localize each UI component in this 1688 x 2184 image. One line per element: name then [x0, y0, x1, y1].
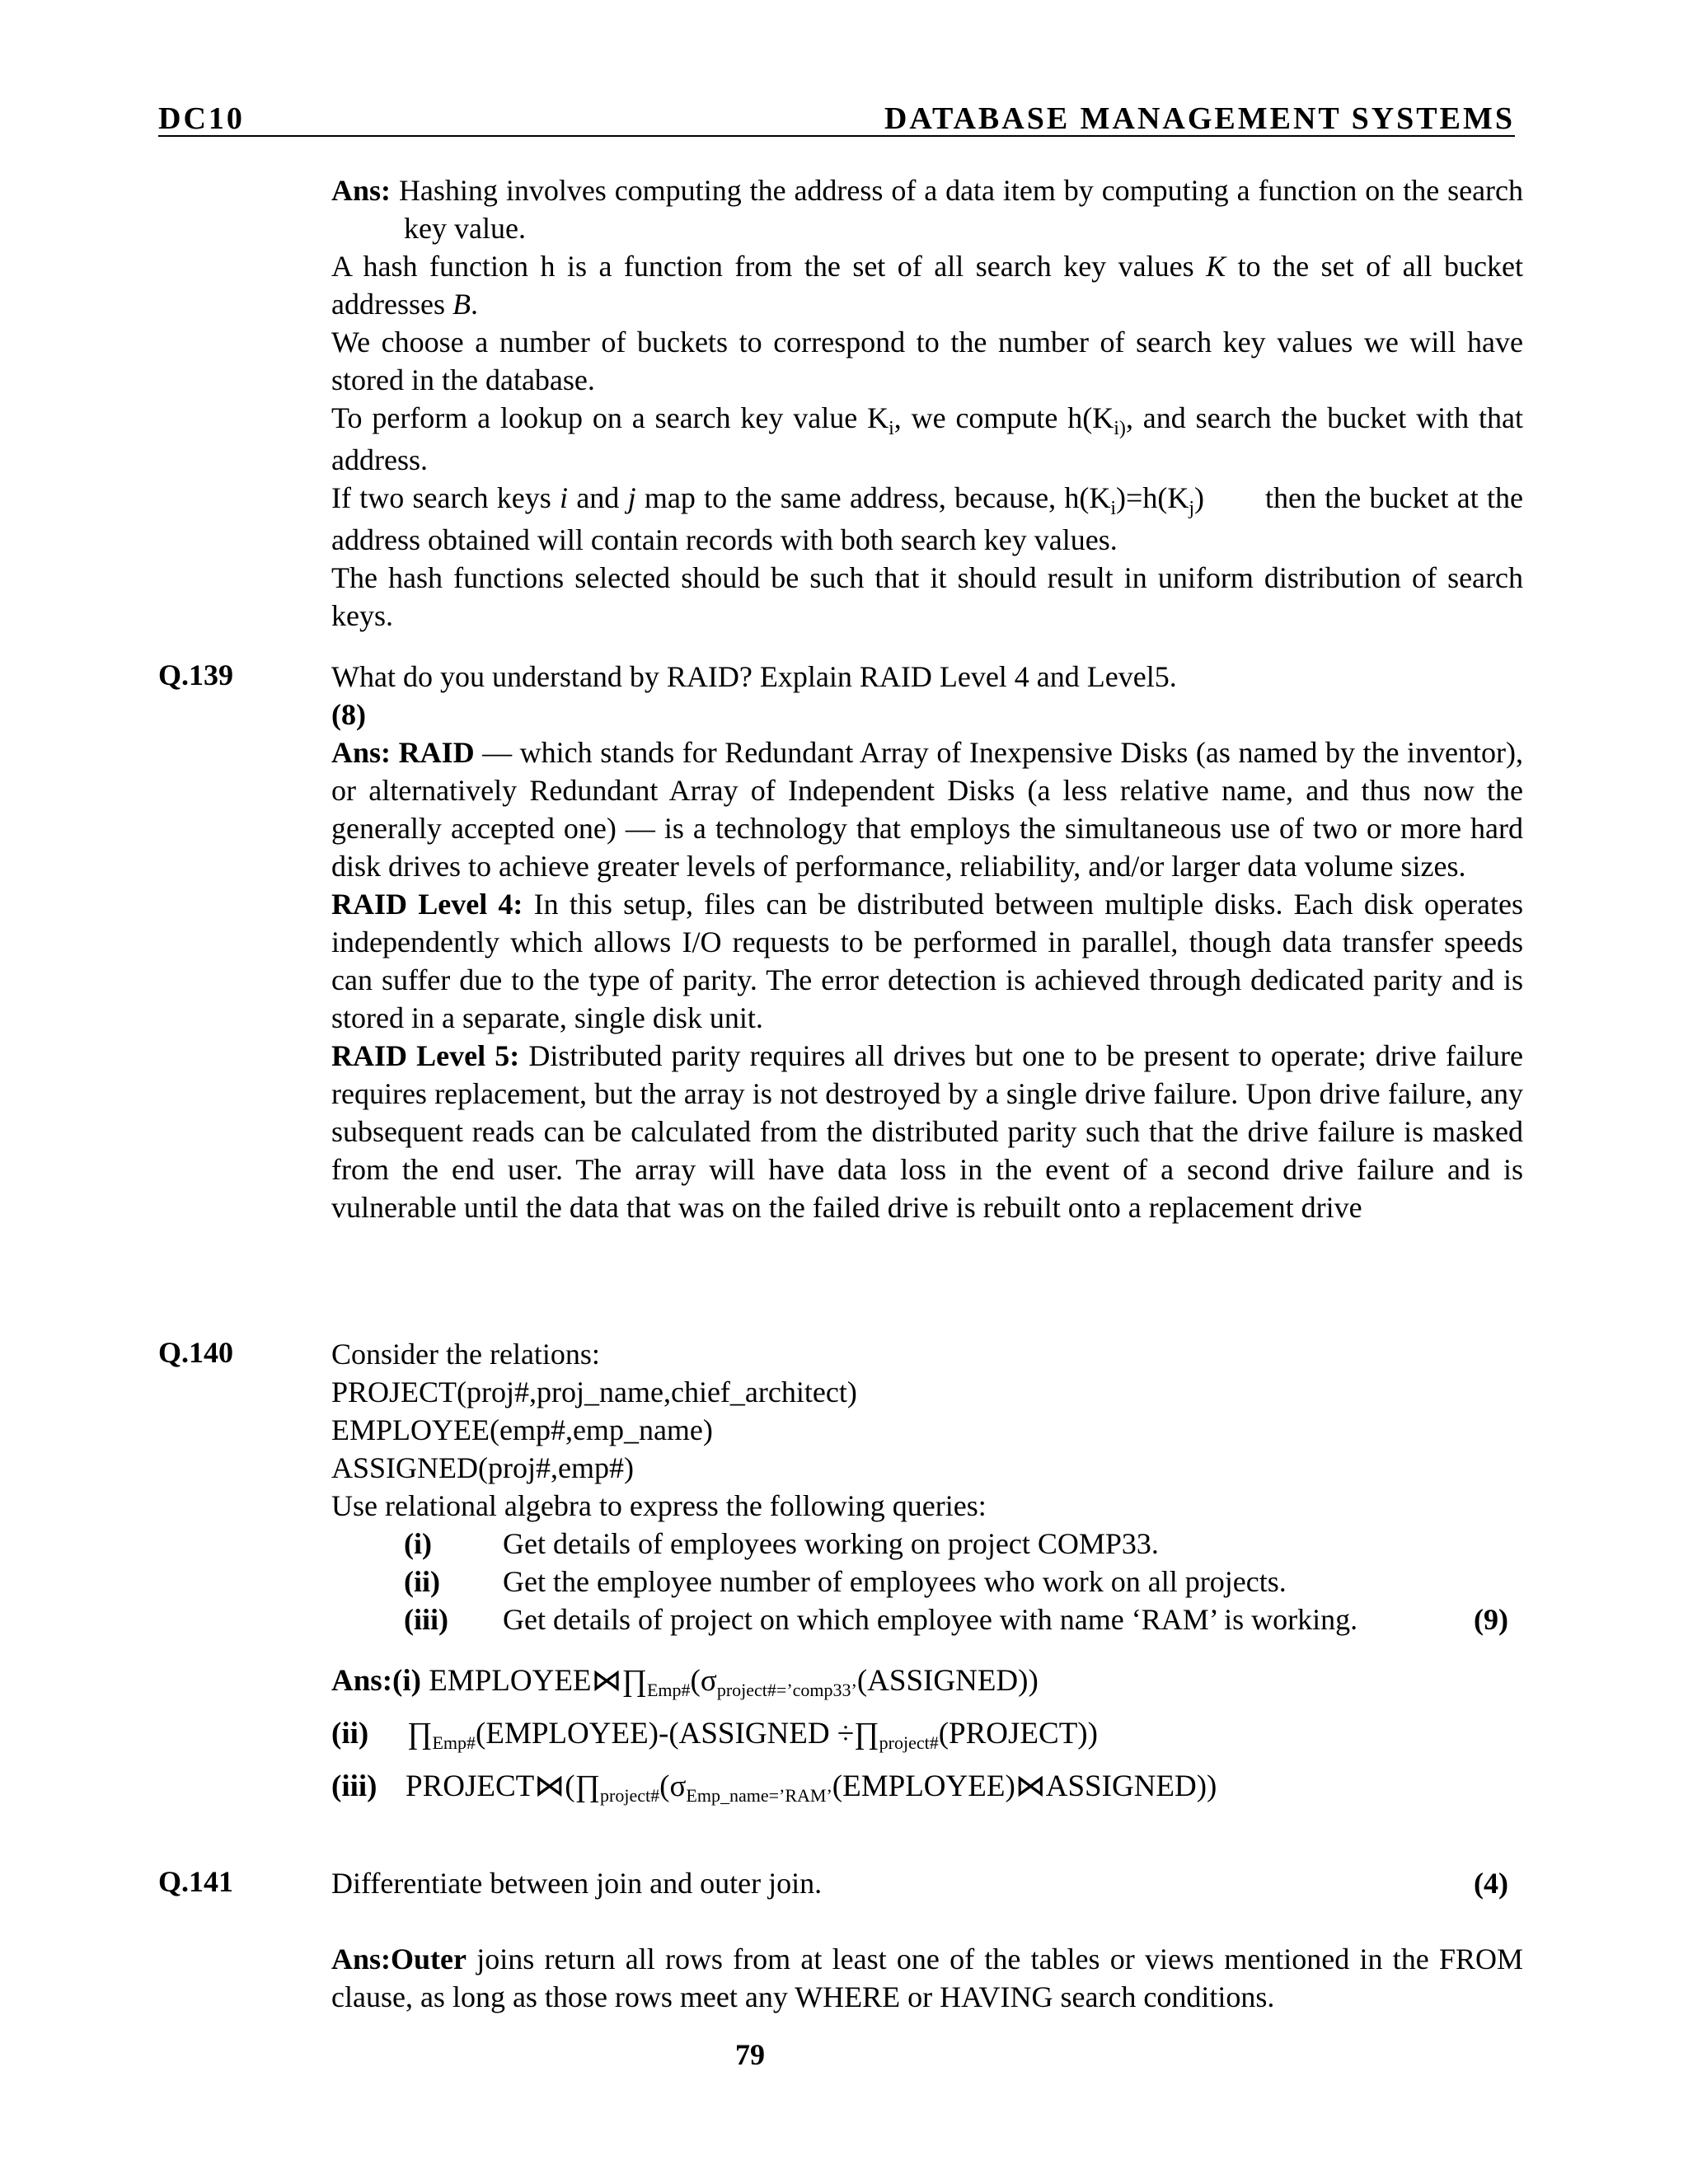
page-number: 79 — [735, 2038, 765, 2071]
q141-question: Differentiate between join and outer join. — [331, 1867, 823, 1900]
course-title: DATABASE MANAGEMENT SYSTEMS — [884, 101, 1515, 136]
q141-marks: (4) — [1474, 1867, 1508, 1900]
hashing-p6: The hash functions selected should be such that it should result in uniform distribution of search keys. — [331, 561, 1523, 632]
hashing-answer — [331, 171, 1523, 635]
list-item: (iii) Get details of project on which employee with name ‘RAM’ is working. (9) — [331, 1601, 1523, 1638]
q139-marks: (8) — [331, 698, 366, 731]
hashing-p2: A hash function h is a function from the set of all search key values K to the set of all bucket addresses B. — [331, 250, 1523, 321]
hashing-p3: We choose a number of buckets to correspond to the number of search key values we will have stored in the database. — [331, 326, 1523, 396]
ans-label: Ans: — [331, 174, 392, 207]
course-code: DC10 — [158, 101, 245, 136]
hashing-p5: If two search keys i and j map to the same address, because, $h(K_i)=h(K_j)$ then the bucket at the address obtained will contain records with both search key values. — [331, 481, 1523, 556]
hashing-p1: Ans: Hashing involves computing the address of a data item by computing a function on the search key value. — [331, 174, 1524, 245]
answer-ii: (ii) ∏Emp#(EMPLOYEE)-(ASSIGNED ÷∏project#(PROJECT)) — [331, 1717, 1098, 1753]
page-header — [158, 101, 1515, 137]
q139-answer-intro: Ans: RAID — which stands for Redundant Array of Inexpensive Disks (as named by the inventor), or alternatively Redundant Array of Independent Disks (a less relative name, and thus now the generally accepted one) — is a technology that employs the simultaneous use of two or more hard disk drives to achieve greater levels of performance, reliability, and/or larger data volume sizes. — [331, 736, 1523, 883]
q141-answer: Ans:Outer joins return all rows from at least one of the tables or views mentioned in the FROM clause, as long as those rows meet any WHERE or HAVING search conditions. — [331, 1943, 1523, 2013]
q141-question-row — [331, 1864, 1523, 1902]
question-number: Q.140 — [158, 1336, 234, 1369]
q140-answers — [331, 1657, 1523, 1815]
ans-label: Ans:Outer — [331, 1943, 467, 1975]
answer-iii: (iii) PROJECT⋈(∏project#(σEmp_name=’RAM’(EMPLOYEE)⋈ASSIGNED)) — [331, 1769, 1217, 1806]
q139-level5: RAID Level 5: Distributed parity requires all drives but one to be present to operate; drive failure requires replacement, but the array is not destroyed by a single drive failure. Upon drive failure, any subsequent reads can be calculated from the distributed parity such that the drive failure is masked from the end user. The array will have data loss in the event of a second drive failure and is vulnerable until the data that was on the failed drive is rebuilt onto a replacement drive — [331, 1039, 1523, 1224]
answer-i: Ans:(i) EMPLOYEE⋈∏Emp#(σproject#=’comp33’(ASSIGNED)) — [331, 1664, 1039, 1700]
q140-block — [331, 1335, 1523, 1815]
question-number: Q.141 — [158, 1865, 234, 1898]
query-list — [331, 1525, 1523, 1638]
relation-assigned: ASSIGNED(proj#,emp#) — [331, 1451, 634, 1484]
relation-project: PROJECT(proj#,proj_name,chief_architect) — [331, 1376, 857, 1408]
list-item: (i) Get details of employees working on project COMP33. — [404, 1527, 1159, 1560]
q141-block — [331, 1864, 1523, 2016]
q140-instruction: Use relational algebra to express the following queries: — [331, 1489, 987, 1522]
ans-label: Ans: RAID — [331, 736, 475, 769]
q139-question: What do you understand by RAID? Explain RAID Level 4 and Level5. — [331, 660, 1177, 693]
q139-level4: RAID Level 4: In this setup, files can be distributed between multiple disks. Each disk operates independently which allows I/O requests to be performed in parallel, though data transfer speeds can suffer due to the type of parity. The error detection is achieved through dedicated parity and is stored in a separate, single disk unit. — [331, 888, 1523, 1034]
q139-block — [331, 658, 1523, 1226]
list-item: (ii) Get the employee number of employees who work on all projects. — [404, 1565, 1287, 1598]
relation-employee: EMPLOYEE(emp#,emp_name) — [331, 1413, 713, 1446]
hashing-p4: To perform a lookup on a search key value $K_i$, we compute $h(K_{i)}$, and search the bucket with that address. — [331, 401, 1523, 476]
q140-marks: (9) — [1474, 1603, 1508, 1636]
question-number: Q.139 — [158, 658, 234, 691]
q140-intro: Consider the relations: — [331, 1338, 600, 1371]
